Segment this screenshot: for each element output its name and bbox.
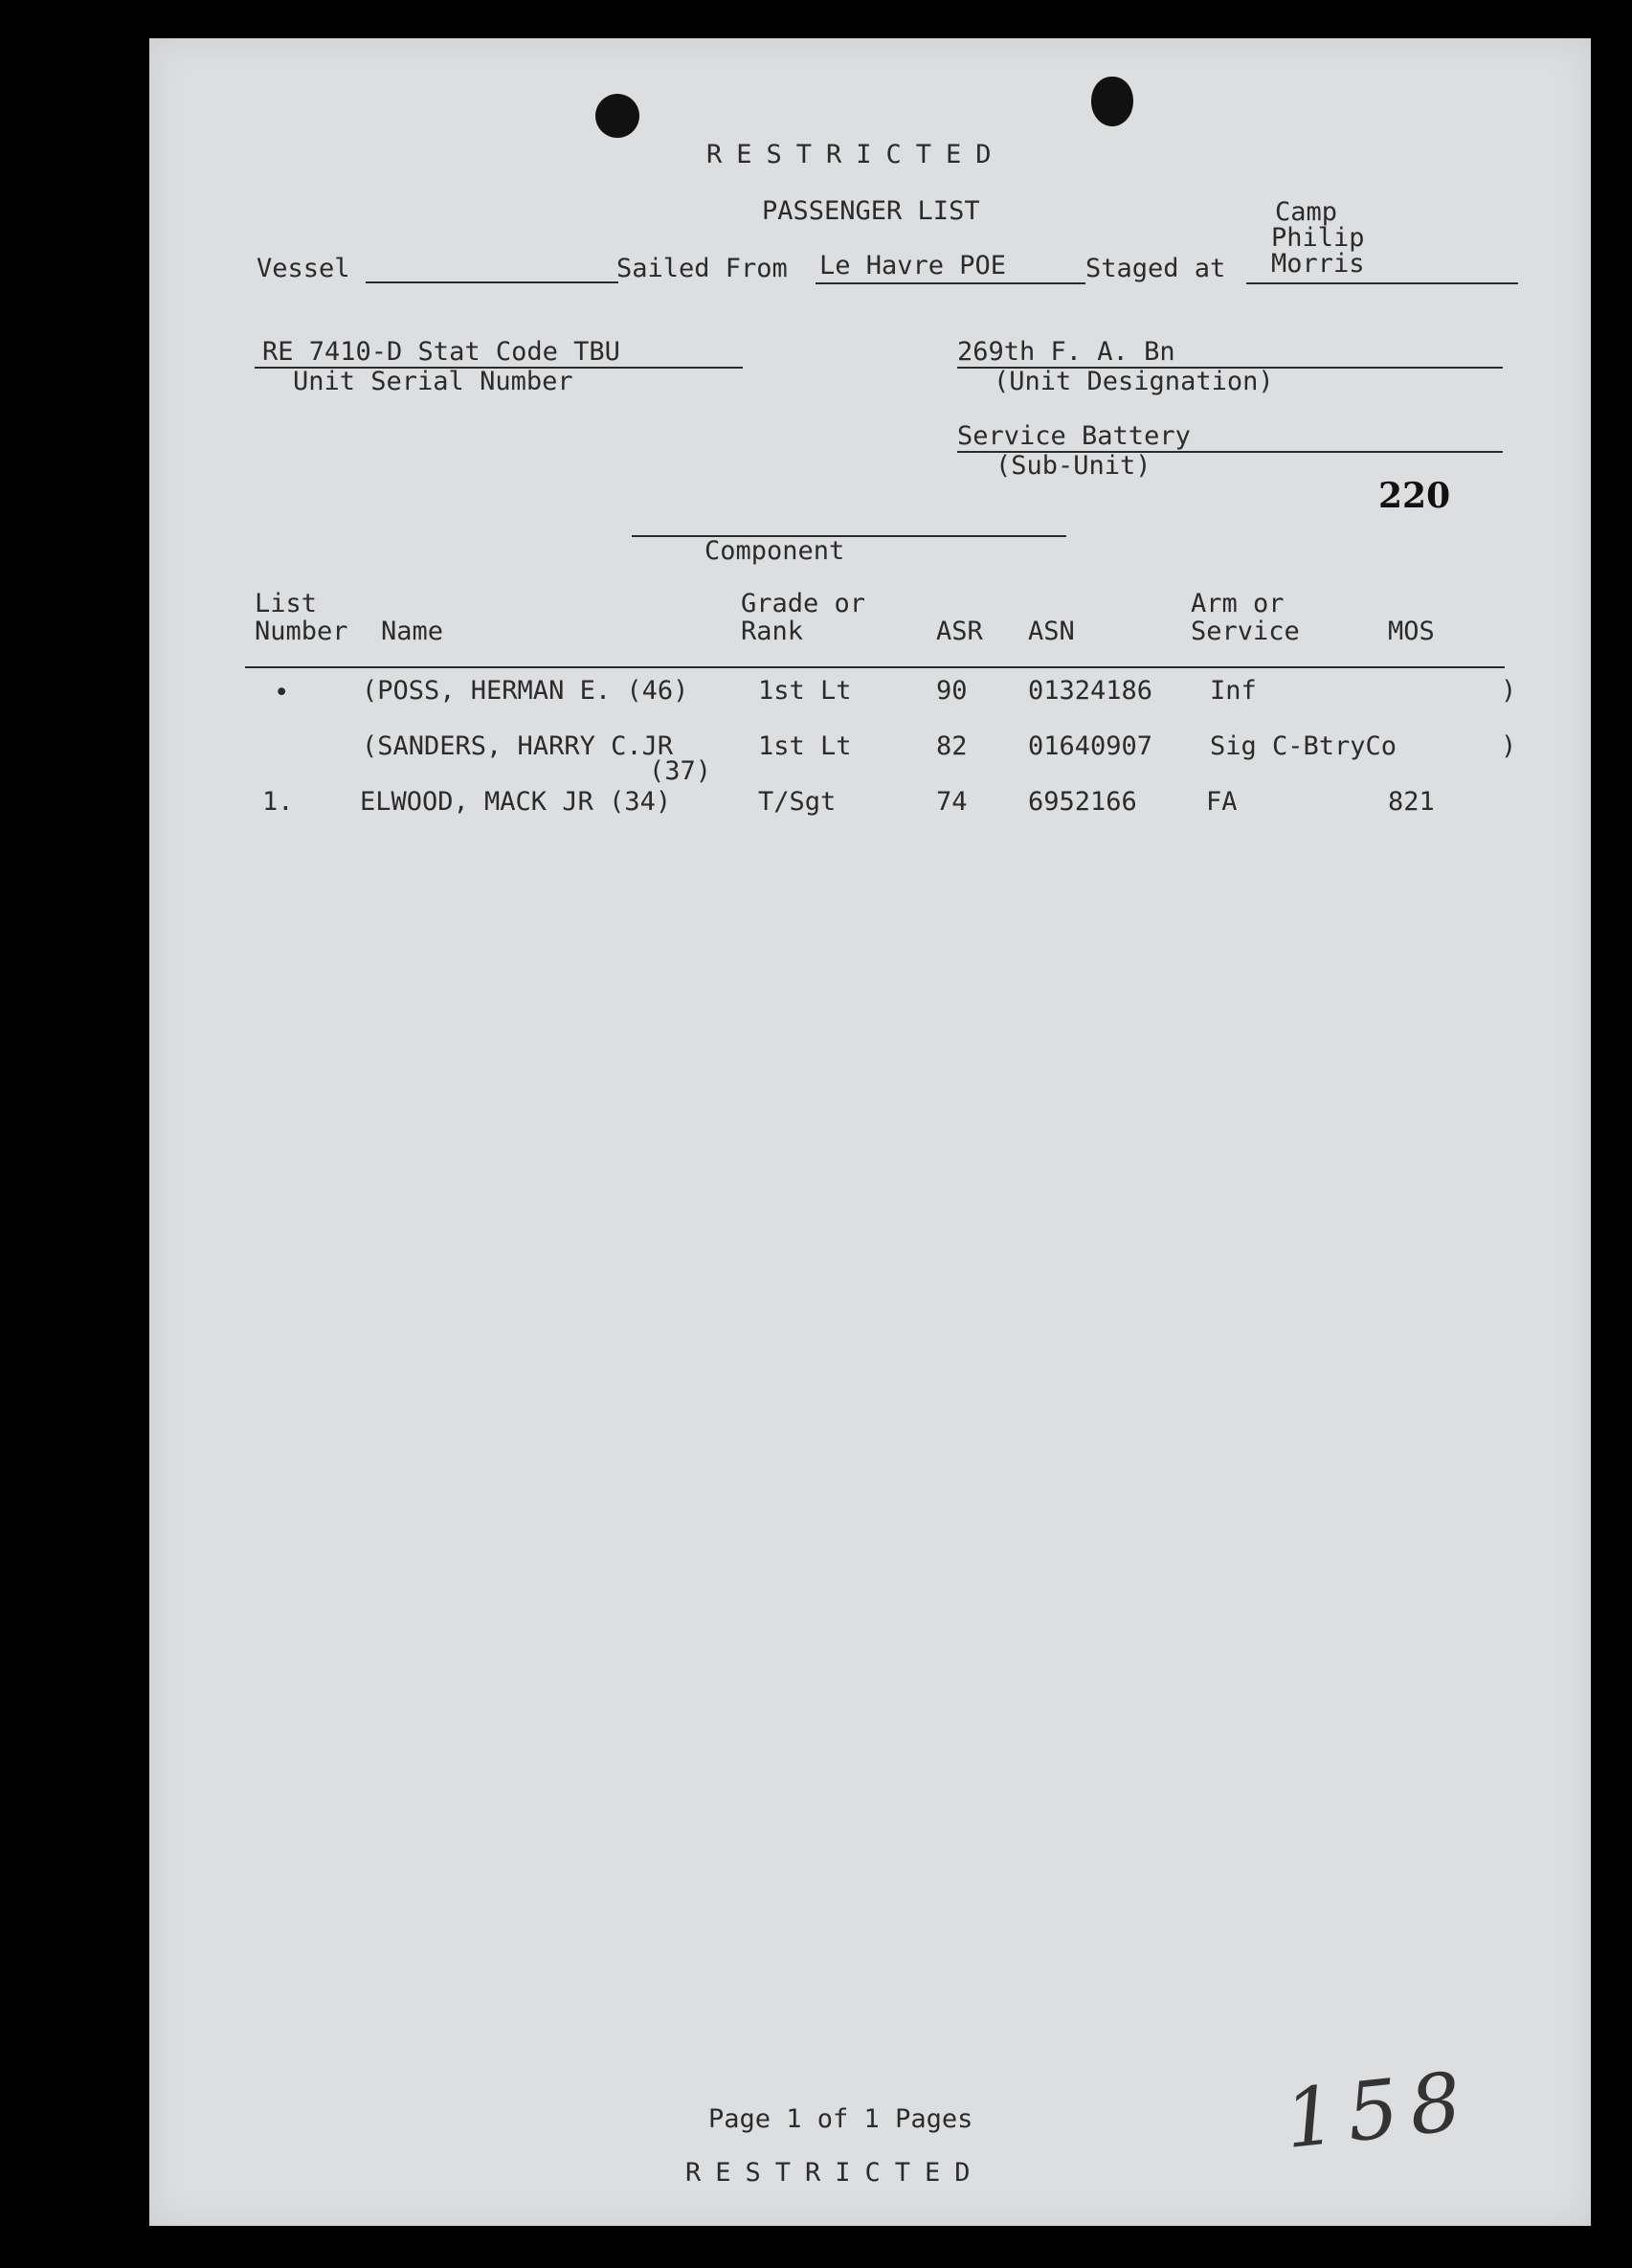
row-name-age: (37) <box>649 756 712 786</box>
vessel-line <box>366 281 618 283</box>
header-name: Name <box>381 617 444 646</box>
handwritten-number: 158 <box>1280 2054 1477 2167</box>
punch-hole-left <box>595 94 639 138</box>
row-grade: 1st Lt <box>758 676 852 706</box>
row-asr: 82 <box>936 731 968 761</box>
classification-bottom: RESTRICTED <box>685 2158 985 2188</box>
header-arm-2: Service <box>1191 617 1300 646</box>
row-list-number: • <box>274 678 290 707</box>
unit-serial-value: RE 7410-D Stat Code TBU <box>262 337 620 367</box>
staged-at-line1: Camp <box>1275 197 1338 227</box>
vessel-label: Vessel <box>257 254 350 283</box>
staged-at-line <box>1246 282 1518 284</box>
row-close-paren: ) <box>1501 731 1517 761</box>
stamp-number: 220 <box>1378 476 1451 516</box>
header-list-number-2: Number <box>255 617 348 646</box>
staged-at-label: Staged at <box>1085 254 1226 283</box>
component-line <box>632 535 1066 537</box>
row-asn: 01324186 <box>1028 676 1153 706</box>
row-asr: 74 <box>936 787 968 817</box>
table-header-rule <box>245 666 1505 668</box>
document-title: PASSENGER LIST <box>762 196 980 226</box>
document-page <box>149 38 1591 2226</box>
row-arm: Sig C-BtryCo <box>1210 731 1397 761</box>
header-mos: MOS <box>1388 617 1435 646</box>
page-info: Page 1 of 1 Pages <box>708 2104 973 2134</box>
unit-designation-label: (Unit Designation) <box>994 367 1274 396</box>
punch-hole-right <box>1091 77 1133 126</box>
row-arm: Inf <box>1210 676 1257 706</box>
component-label: Component <box>704 536 845 566</box>
row-asn: 6952166 <box>1028 787 1137 817</box>
row-grade: 1st Lt <box>758 731 852 761</box>
row-mos: 821 <box>1388 787 1435 817</box>
subunit-value: Service Battery <box>957 421 1191 451</box>
row-name: (POSS, HERMAN E. (46) <box>362 676 689 706</box>
subunit-label: (Sub-Unit) <box>995 451 1151 481</box>
row-close-paren: ) <box>1501 676 1517 706</box>
row-name: (SANDERS, HARRY C.JR <box>362 731 674 761</box>
classification-top: RESTRICTED <box>706 140 1006 169</box>
row-list-number: 1. <box>262 787 294 817</box>
row-asn: 01640907 <box>1028 731 1153 761</box>
row-name: ELWOOD, MACK JR (34) <box>360 787 672 817</box>
header-asn: ASN <box>1028 617 1075 646</box>
unit-serial-label: Unit Serial Number <box>293 367 573 396</box>
header-asr: ASR <box>936 617 983 646</box>
staged-at-line3: Morris <box>1271 249 1365 279</box>
staged-at-line2: Philip <box>1271 223 1365 253</box>
header-list-number-1: List <box>255 589 318 618</box>
row-grade: T/Sgt <box>758 787 837 817</box>
header-grade-1: Grade or <box>741 589 866 618</box>
sailed-from-label: Sailed From <box>616 254 788 283</box>
header-arm-1: Arm or <box>1191 589 1285 618</box>
unit-designation-value: 269th F. A. Bn <box>957 337 1175 367</box>
row-arm: FA <box>1206 787 1238 817</box>
row-asr: 90 <box>936 676 968 706</box>
sailed-from-value: Le Havre POE <box>819 251 1007 281</box>
header-grade-2: Rank <box>741 617 804 646</box>
sailed-from-line <box>816 282 1085 284</box>
